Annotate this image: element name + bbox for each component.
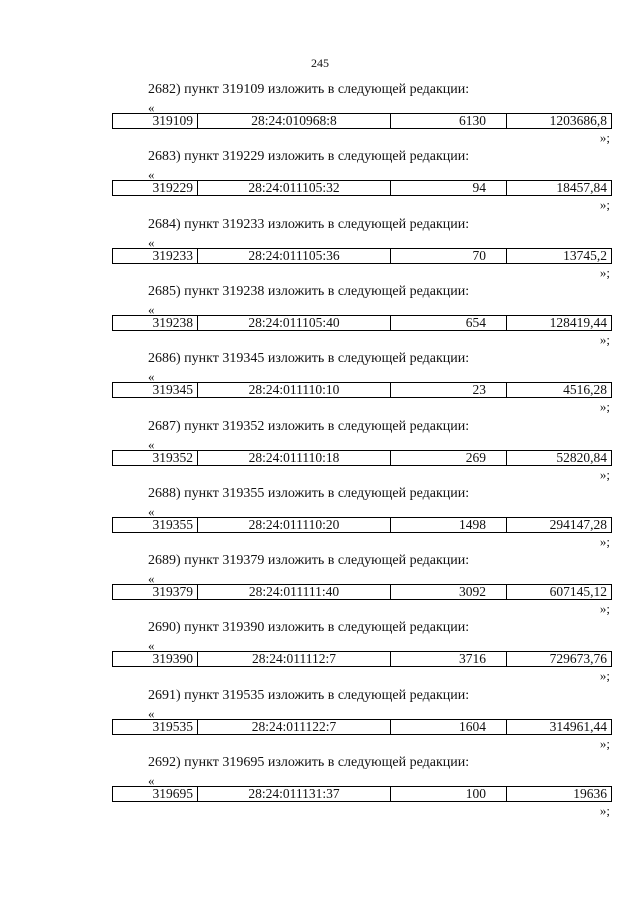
area-cell: 70 <box>391 249 507 264</box>
cadastral-number-cell: 28:24:011105:40 <box>198 316 391 331</box>
record-number-cell: 319109 <box>113 114 198 129</box>
open-quote: « <box>148 504 155 519</box>
close-quote: »; <box>599 130 610 145</box>
area-cell: 94 <box>391 181 507 196</box>
cadastral-number-cell: 28:24:011131:37 <box>198 787 391 802</box>
amendment-heading: 2690) пункт 319390 изложить в следующей редакции: <box>148 620 470 635</box>
cadastral-number-cell: 28:24:011110:20 <box>198 518 391 533</box>
amendment-entry <box>112 688 612 751</box>
area-cell: 1498 <box>391 518 507 533</box>
amendment-heading: 2682) пункт 319109 изложить в следующей редакции: <box>148 82 470 97</box>
table-row <box>113 249 612 264</box>
table-row <box>113 383 612 398</box>
value-cell: 607145,12 <box>507 585 612 600</box>
cadastral-number-cell: 28:24:011105:36 <box>198 249 391 264</box>
record-table <box>112 517 612 533</box>
open-quote: « <box>148 773 155 788</box>
amendment-entry <box>112 284 612 347</box>
amendment-heading: 2684) пункт 319233 изложить в следующей редакции: <box>148 217 470 232</box>
close-quote: »; <box>599 803 610 818</box>
open-quote: « <box>148 100 155 115</box>
record-number-cell: 319695 <box>113 787 198 802</box>
open-quote: « <box>148 167 155 182</box>
amendment-entry <box>112 149 612 212</box>
record-table <box>112 180 612 196</box>
table-row <box>113 518 612 533</box>
cadastral-number-cell: 28:24:011111:40 <box>198 585 391 600</box>
value-cell: 128419,44 <box>507 316 612 331</box>
record-number-cell: 319379 <box>113 585 198 600</box>
close-quote: »; <box>599 534 610 549</box>
table-row <box>113 451 612 466</box>
cadastral-number-cell: 28:24:011105:32 <box>198 181 391 196</box>
value-cell: 1203686,8 <box>507 114 612 129</box>
amendment-heading: 2683) пункт 319229 изложить в следующей редакции: <box>148 149 470 164</box>
amendment-entry <box>112 553 612 616</box>
area-cell: 23 <box>391 383 507 398</box>
close-quote: »; <box>599 601 610 616</box>
table-row <box>113 181 612 196</box>
value-cell: 13745,2 <box>507 249 612 264</box>
record-number-cell: 319345 <box>113 383 198 398</box>
area-cell: 3716 <box>391 652 507 667</box>
amendment-entry <box>112 486 612 549</box>
amendment-heading: 2685) пункт 319238 изложить в следующей редакции: <box>148 284 470 299</box>
cadastral-number-cell: 28:24:011112:7 <box>198 652 391 667</box>
record-table <box>112 450 612 466</box>
close-quote: »; <box>599 467 610 482</box>
record-number-cell: 319238 <box>113 316 198 331</box>
record-number-cell: 319233 <box>113 249 198 264</box>
open-quote: « <box>148 302 155 317</box>
area-cell: 654 <box>391 316 507 331</box>
close-quote: »; <box>599 197 610 212</box>
open-quote: « <box>148 235 155 250</box>
cadastral-number-cell: 28:24:010968:8 <box>198 114 391 129</box>
open-quote: « <box>148 571 155 586</box>
record-number-cell: 319355 <box>113 518 198 533</box>
record-table <box>112 248 612 264</box>
value-cell: 729673,76 <box>507 652 612 667</box>
value-cell: 19636 <box>507 787 612 802</box>
record-number-cell: 319535 <box>113 720 198 735</box>
area-cell: 6130 <box>391 114 507 129</box>
cadastral-number-cell: 28:24:011122:7 <box>198 720 391 735</box>
open-quote: « <box>148 369 155 384</box>
area-cell: 100 <box>391 787 507 802</box>
close-quote: »; <box>599 399 610 414</box>
open-quote: « <box>148 437 155 452</box>
table-row <box>113 114 612 129</box>
value-cell: 18457,84 <box>507 181 612 196</box>
amendment-heading: 2687) пункт 319352 изложить в следующей редакции: <box>148 419 470 434</box>
record-table <box>112 315 612 331</box>
amendment-entry <box>112 419 612 482</box>
amendment-heading: 2686) пункт 319345 изложить в следующей редакции: <box>148 351 470 366</box>
record-table <box>112 382 612 398</box>
value-cell: 314961,44 <box>507 720 612 735</box>
amendment-entry <box>112 82 612 145</box>
table-row <box>113 652 612 667</box>
page-number: 245 <box>311 56 329 70</box>
table-row <box>113 585 612 600</box>
record-table <box>112 651 612 667</box>
close-quote: »; <box>599 265 610 280</box>
record-number-cell: 319229 <box>113 181 198 196</box>
amendment-heading: 2689) пункт 319379 изложить в следующей редакции: <box>148 553 470 568</box>
table-row <box>113 787 612 802</box>
area-cell: 269 <box>391 451 507 466</box>
close-quote: »; <box>599 332 610 347</box>
value-cell: 52820,84 <box>507 451 612 466</box>
record-table <box>112 786 612 802</box>
open-quote: « <box>148 638 155 653</box>
table-row <box>113 720 612 735</box>
amendment-heading: 2692) пункт 319695 изложить в следующей редакции: <box>148 755 470 770</box>
value-cell: 294147,28 <box>507 518 612 533</box>
record-number-cell: 319352 <box>113 451 198 466</box>
record-number-cell: 319390 <box>113 652 198 667</box>
open-quote: « <box>148 706 155 721</box>
cadastral-number-cell: 28:24:011110:10 <box>198 383 391 398</box>
record-table <box>112 113 612 129</box>
value-cell: 4516,28 <box>507 383 612 398</box>
amendment-heading: 2688) пункт 319355 изложить в следующей редакции: <box>148 486 470 501</box>
amendment-entry <box>112 755 612 818</box>
area-cell: 1604 <box>391 720 507 735</box>
amendment-heading: 2691) пункт 319535 изложить в следующей редакции: <box>148 688 470 703</box>
record-table <box>112 719 612 735</box>
close-quote: »; <box>599 668 610 683</box>
close-quote: »; <box>599 736 610 751</box>
amendment-entry <box>112 217 612 280</box>
area-cell: 3092 <box>391 585 507 600</box>
amendment-entry <box>112 620 612 683</box>
amendment-entry <box>112 351 612 414</box>
record-table <box>112 584 612 600</box>
table-row <box>113 316 612 331</box>
cadastral-number-cell: 28:24:011110:18 <box>198 451 391 466</box>
